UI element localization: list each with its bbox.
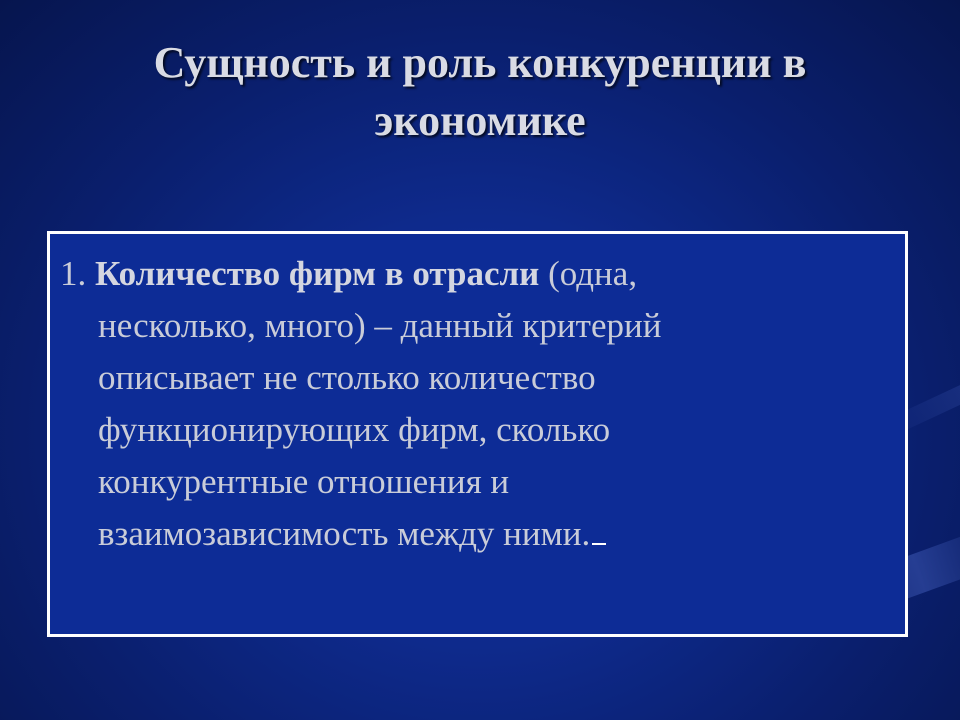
content-box xyxy=(47,231,908,637)
text-cursor-mark xyxy=(592,541,606,545)
item-text: (одна, несколько, много) – данный критерий описывает не столько количество функционирующих фирм, сколько конкурентные отношения и взаимозависимость между ними. xyxy=(98,254,662,553)
item-bold-text: Количество фирм в отрасли xyxy=(95,254,540,293)
list-item xyxy=(60,248,750,560)
slide-title: Сущность и роль конкуренции в экономике xyxy=(153,38,807,145)
item-number: 1. xyxy=(60,254,87,293)
